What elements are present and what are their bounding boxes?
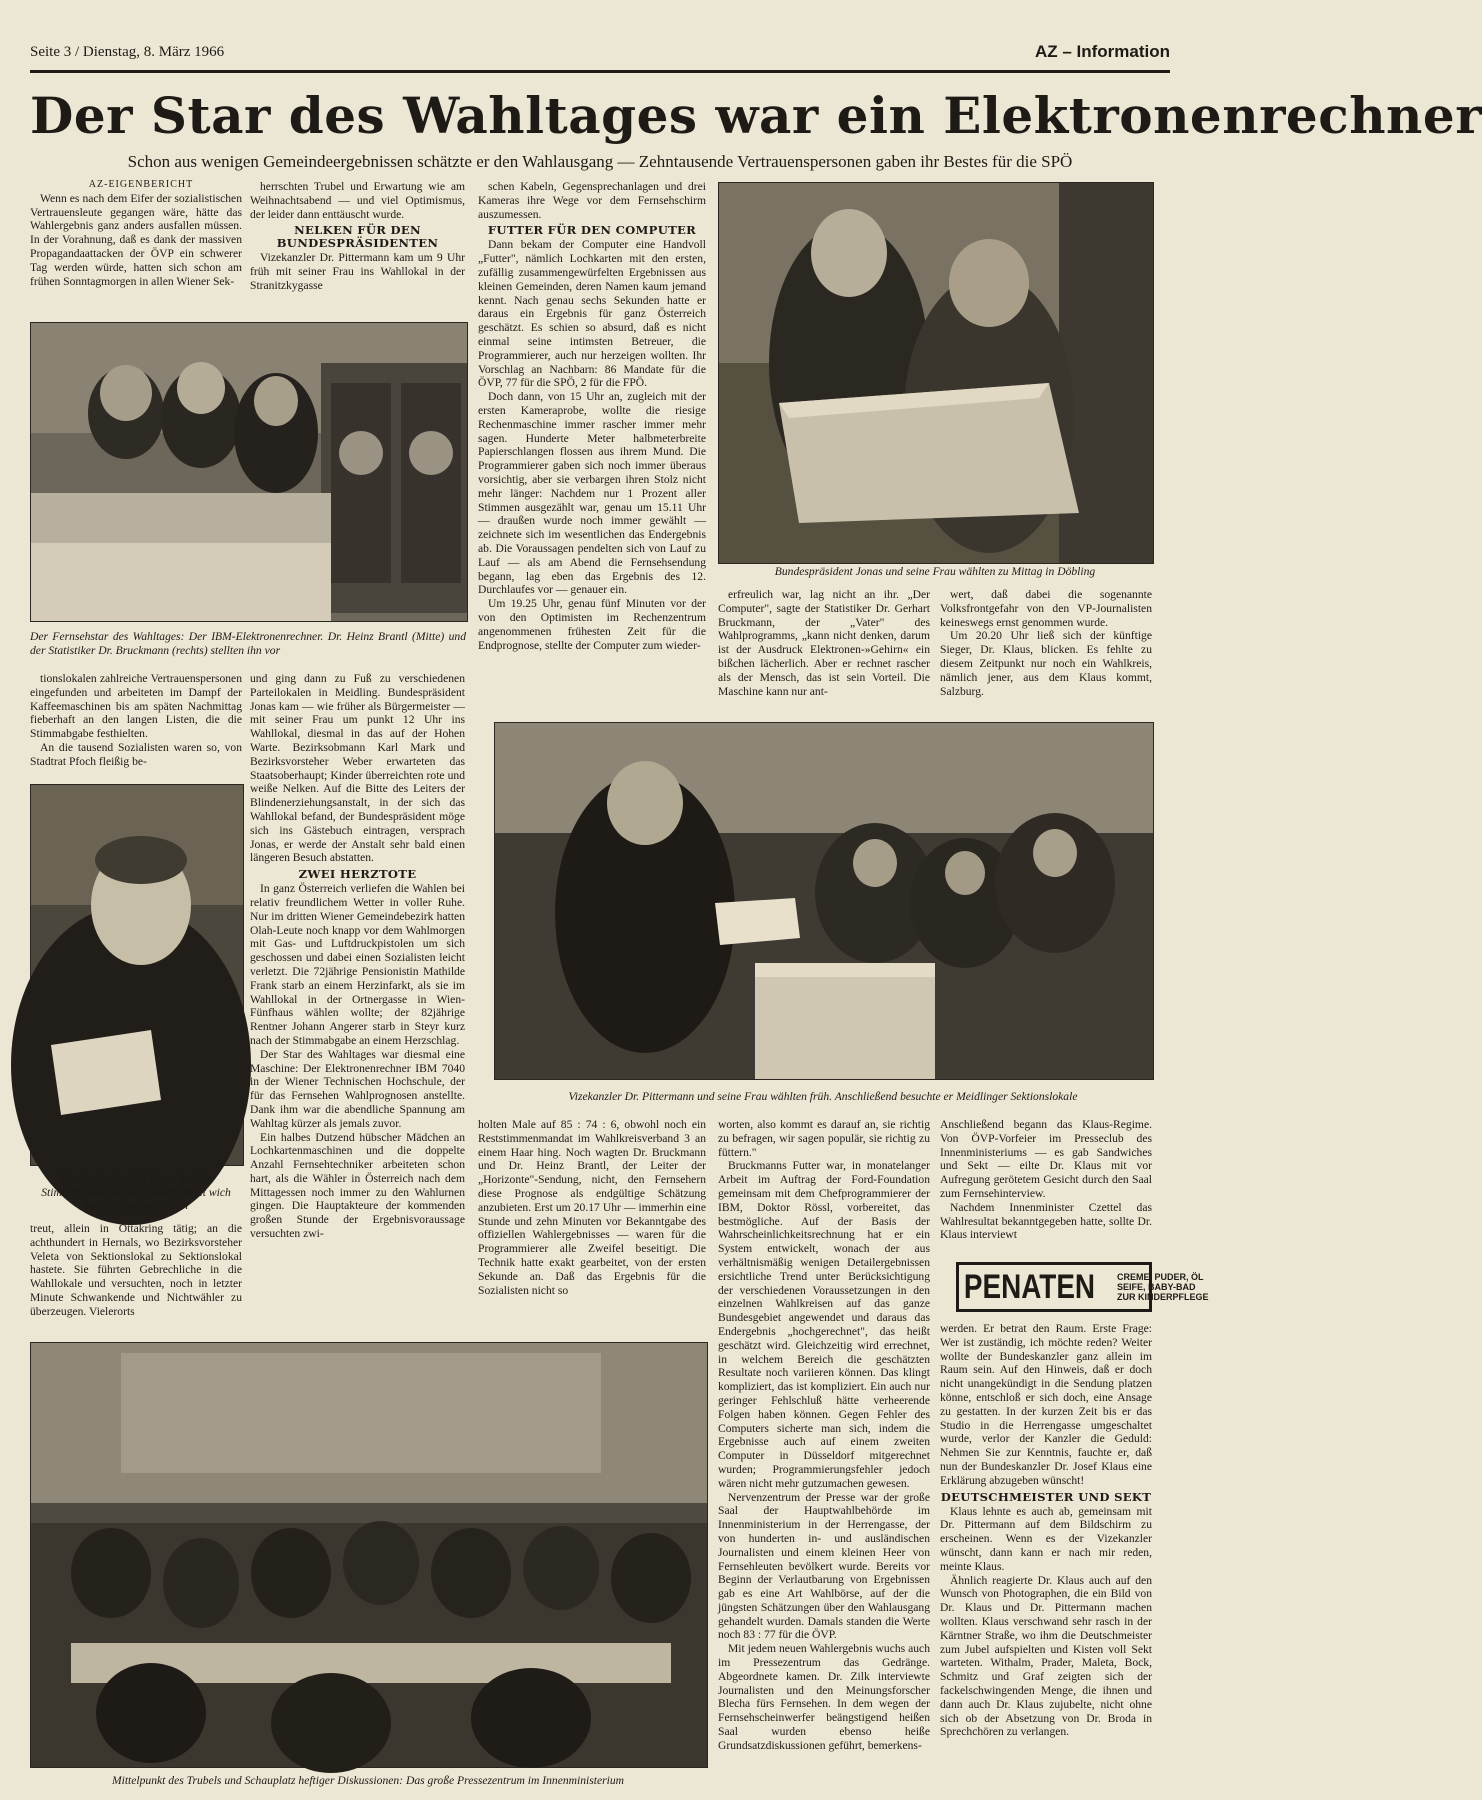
article-column-4-bottom — [718, 1118, 930, 1798]
paragraph: Um 19.25 Uhr, genau fünf Minuten vor der von den Optimisten im Rechenzentrum angenommenen frühesten Zeit für die Endprognose, stellte der Computer zum wieder- — [478, 597, 706, 652]
paragraph: Wenn es nach dem Eifer der sozialistischen Vertrauensleute gegangen wäre, hätte das Wahlergebnis ganz anders ausfallen müssen. In der Vorahnung, daß es dank der massiven Propagandaattacken der ÖVP ein schwerer Tag werden würde, hatten sich schon am frühen Sonntagmorgen in allen Wiener Sek- — [30, 191, 242, 288]
article-column-1-bottom — [30, 1222, 242, 1332]
headline: Der Star des Wahltages war ein Elektronenrechner — [30, 86, 1482, 145]
paragraph: Mit jedem neuen Wahlergebnis wuchs auch im Pressezentrum das Gedränge. Abgeordnete kamen. Dr. Zilk interviewte Journalisten und den Meinungsforscher Blecha fürs Fernsehen. In dem wegen der Fernsehscheinwerfer beängstigend heißen Saal wurden ebenso heiße Grundsatzdiskussionen geführt, bemerkens- — [718, 1642, 930, 1752]
subheading-herztote: ZWEI HERZTOTE — [298, 867, 417, 882]
article-column-5-top — [940, 588, 1152, 706]
article-column-3-top — [478, 180, 706, 650]
photo-jonas-voting — [718, 182, 1154, 564]
caption-klaus: Bundeskanzler Dr. Klaus bei der Stimmabgabe. Seine Freundlichkeit wich bald Herrscherallüren — [41, 1172, 231, 1212]
paragraph: schen Kabeln, Gegensprechanlagen und drei Kameras ihre Wege vor dem Fernsehschirm auszumessen. — [478, 180, 706, 221]
photo-ibm-computer — [30, 322, 468, 622]
paragraph: Bruckmanns Futter war, in monatelanger Arbeit im Auftrag der Ford-Foundation gemeinsam mit dem Chefprogrammierer der IBM, Doktor Rössl, vorbereitet, das bestmögliche. Auf der Basis der Wahrscheinlichkeitsrechnung hat er ein System entwickelt, wonach der aus verhältnismäßig wenigen Detailergebnissen ersichtliche Trend unter Berücksichtigung der verschiedenen Voraussetzungen in den einzelnen Wahlkreisen auf das ganze Bundesgebiet angewendet und daraus das Endergebnis „hochgerechnet", das heißt geschätzt wird. Gleichzeitig wird errechnet, in welchem Bereich die geschätzten Resultate noch variieren können. Das klingt kompliziert, das ist kompliziert. Ein auch nur geringer Fehlschluß hätte verheerende Folgen haben können. Gegen Fehler des Computers sicherte man sich, indem die Ergebnisse auch auf einem zweiten Computer in Düsseldorf mitgerechnet wurden; Programmierungsfehler jedoch wären nicht mehr gutzumachen gewesen. — [718, 1159, 930, 1490]
paragraph: herrschten Trubel und Erwartung wie am Weihnachtsabend — und viel Optimismus, der leider dann enttäuscht wurde. — [250, 180, 465, 221]
article-column-4-top — [718, 588, 930, 706]
caption-jonas: Bundespräsident Jonas und seine Frau wählten zu Mittag in Döbling — [774, 565, 1096, 578]
paragraph: wert, daß dabei die sogenannte Volksfrontgefahr von den VP-Journalisten keineswegs ernst genommen wurde. — [940, 588, 1152, 629]
subheading-futter: FUTTER FÜR DEN COMPUTER — [487, 223, 697, 238]
caption-computer: Der Fernsehstar des Wahltages: Der IBM-Elektronenrechner. Dr. Heinz Brantl (Mitte) und der Statistiker Dr. Bruckmann (rechts) stellten ihn vor — [30, 630, 466, 657]
article-column-1-mid — [30, 672, 242, 778]
paragraph: und ging dann zu Fuß zu verschiedenen Parteilokalen in Meidling. Bundespräsident Jonas kam — wie früher als Bürgermeister — mit seiner Frau um punkt 12 Uhr ins Wahllokal, diesmal in das auf der Hohen Warte. Bezirksobmann Karl Mark und Bezirksvorsteher Weber erwarteten das Staatsoberhaupt; Kinder überreichten rote und weiße Nelken. Auf die Bitte des Leiters der Blindenerziehungsanstalt, in der sich das Wahllokal befand, der Bundespräsident möge sich ins Gästebuch eintragen, versprach Jonas, er werde der Anstalt sehr bald einen längeren Besuch abstatten. — [250, 672, 465, 865]
paragraph: Um 20.20 Uhr ließ sich der künftige Sieger, Dr. Klaus, blicken. Es fehlte zu diesem Zeitpunkt nur noch ein Wahlkreis, nämlich jener, aus dem Klaus kommt, Salzburg. — [940, 629, 1152, 698]
caption-pittermann: Vizekanzler Dr. Pittermann und seine Frau wählten früh. Anschließend besuchte er Meidlinger Sektionslokale — [568, 1090, 1078, 1103]
photo-press-center — [30, 1342, 708, 1768]
ad-brand: PENATEN — [963, 1268, 1096, 1306]
paragraph: holten Male auf 85 : 74 : 6, obwohl noch ein Reststimmenmandat im Wahlkreisverband 3 an einem Haar hing. Noch wagten Dr. Bruckmann und Dr. Heinz Brantl, der Leiter der „Horizonte"-Sendung, nicht, den Fernsehern diese Prognose als endgültige Schätzung anzubieten. Erst um 20.17 Uhr — immerhin eine Stunde und zehn Minuten vor Bekanntgabe des offiziellen Wahlergebnisses — waren für die Programmierer alle Zweifel beseitigt. Die Technik hatte exakt gearbeitet, von der ersten Sekunde an. Daß das Ergebnis für die Sozialisten nicht so — [478, 1118, 706, 1297]
article-column-5-mid — [940, 1118, 1152, 1270]
masthead-rule — [30, 70, 1170, 73]
penaten-ad — [956, 1262, 1209, 1312]
article-column-2-main — [250, 672, 465, 1332]
article-column-5-bottom — [940, 1322, 1152, 1798]
paragraph: Anschließend begann das Klaus-Regime. Von ÖVP-Vorfeier im Presseclub des Innenministeriums — es gab Sandwiches und Sekt — eilte Dr. Klaus mit vor Aufregung gerötetem Gesicht durch den Saal zum Fernsehinterview. — [940, 1118, 1152, 1200]
paragraph: werden. Er betrat den Raum. Erste Frage: Wer ist zuständig, ich möchte reden? Weiter wollte der Bundeskanzler ganz allein im Raum sein. Auf den Hinweis, daß er doch nicht unangekündigt in die Sendung platzen könne, entschloß er sich doch, eine Ansage zu gestatten. In der kurzen Zeit bis er das Studio in die Herrengasse umgeschaltet wurde, verlor der Kanzler die Geduld: Nehmen Sie zur Kenntnis, fauchte er, daß nun der Bundeskanzler Dr. Josef Klaus eine Erklärung abzugeben wünscht! — [940, 1322, 1152, 1487]
paragraph: Vizekanzler Dr. Pittermann kam um 9 Uhr früh mit seiner Frau ins Wahllokal in der Stranitzkygasse — [250, 251, 465, 292]
caption-press-center: Mittelpunkt des Trubels und Schauplatz heftiger Diskussionen: Das große Pressezentrum im Innenministerium — [111, 1774, 625, 1787]
article-column-2-top — [250, 180, 465, 300]
masthead — [30, 42, 1170, 66]
page-date: Seite 3 / Dienstag, 8. März 1966 — [30, 44, 225, 60]
paragraph: In ganz Österreich verliefen die Wahlen bei relativ freundlichem Wetter in voller Ruhe. Nur im dritten Wiener Gemeindebezirk hatten Olah-Leute noch knapp vor dem Wahlmorgen mit Gas- und Luftdruckpistolen um sich geschossen und dabei einen Sozialisten leicht verletzt. Die 72jährige Pensionistin Mathilde Frank starb an einem Herzinfarkt, als sie im Wahllokal in der Ortnergasse in Wien-Fünfhaus wählen wollte; der 82jährige Rentner Johann Angerer starb in Steyr kurz nach der Stimmabgabe an einem Herzschlag. — [250, 882, 465, 1047]
subhead: Schon aus wenigen Gemeindeergebnissen schätzte er den Wahlausgang — Zehntausende Vertrauenspersonen gaben ihr Bestes für die SPÖ — [127, 152, 1073, 171]
article-column-3-bottom — [478, 1118, 706, 1336]
paragraph: Ähnlich reagierte Dr. Klaus auch auf den Wunsch von Photographen, die ein Bild von Dr. Klaus und Dr. Pittermann machen wollten. Klaus verschwand sehr rasch in der Kärntner Straße, wo ihm die Deutschmeister zum Jubel aufspielten und Kisten voll Sekt warteten. Withalm, Prader, Maleta, Bock, Schmitz und Graf zeigten sich der fackelschwingenden Menge, die ihnen und dann auch Dr. Klaus zujubelte, nicht ohne sich ob der Absetzung von Dr. Broda in Sprechchören zu verlangen. — [940, 1573, 1152, 1739]
subheading-sekt: DEUTSCHMEISTER UND SEKT — [940, 1489, 1152, 1504]
paragraph: erfreulich war, lag nicht an ihr. „Der Computer", sagte der Statistiker Dr. Gerhart Bruckmann, der „Vater" des Wahlprogramms, „kann nicht denken, darum ist der Ausdruck Elektronen-»Gehirn« ein bißchen lächerlich. Aber er rechnet rascher als der Mensch, das ist sein Vorteil. Die Maschine kann nur ant- — [718, 588, 930, 698]
paragraph: Der Star des Wahltages war diesmal eine Maschine: Der Elektronenrechner IBM 7040 in der Wiener Technischen Hochschule, der für das Fernsehen Wahlprognosen anstellte. Dank ihm war die abendliche Spannung am Wahltag kürzer als jemals zuvor. — [250, 1047, 465, 1130]
paragraph: Dann bekam der Computer eine Handvoll „Futter", nämlich Lochkarten mit den ersten, zufällig zusammengewürfelten Ergebnissen aus kleinen Gemeinden, deren Namen kaum jemand kennt. Nach genau sechs Sekunden hatte er daraus ein Ergebnis für ganz Österreich geschätzt. Es schien so absurd, daß es nicht einmal seine intimsten Betreuer, die Programmierer, auch nur herzeigen wollten. Ihr Vorschlag an Nachbarn: 86 Mandate für die ÖVP, 77 für die SPÖ, 2 für die FPÖ. — [478, 238, 706, 390]
paragraph: Doch dann, von 15 Uhr an, zugleich mit der ersten Kameraprobe, wollte die riesige Rechenmaschine immer rascher immer mehr sagen. Hunderte Meter halbmeterbreite Papierschlangen flossen aus ihrem Mund. Die Programmierer gaben sich noch immer überaus vorsichtig, aber sie verbargen ihren Stolz nicht mehr länger: Nachdem nur 1 Prozent aller Stimmen ausgezählt war, genau um 15.11 Uhr — draußen wurde noch immer gewählt — zeichnete sich im wesentlichen das Endergebnis ab. Die Voraussagen pendelten sich von Lauf zu Lauf — als am Abend die Fernsehsendung begann, lag eben das Ergebnis des 12. Durchlaufes vor — genauer ein. — [478, 390, 706, 597]
ad-tagline: CREME, PUDER, ÖL SEIFE, BABY-BAD ZUR KINDERPFLEGE — [1116, 1272, 1209, 1302]
paragraph: treut, allein in Ottakring tätig; an die achthundert in Hernals, wo Bezirksvorsteher Veleta von Sektionslokal zu Sektionslokal hastete. Sie führten Gebrechliche in die Wahllokale und versuchten, noch in letzter Minute Schwankende und Nichtwähler zu überzeugen. Vielerorts — [30, 1222, 242, 1318]
subheading-nelken: NELKEN FÜR DEN BUNDESPRÄSIDENTEN — [276, 223, 439, 251]
paragraph: worten, also kommt es darauf an, sie richtig zu befragen, wir sagen populär, sie richtig zu füttern." — [718, 1118, 930, 1159]
paragraph: tionslokalen zahlreiche Vertrauenspersonen eingefunden und arbeiteten im Dampf der Kaffeemaschinen bis am späten Nachmittag fieberhaft an den langen Listen, die die Stimmabgabe festhielten. — [30, 672, 242, 741]
paragraph: Ein halbes Dutzend hübscher Mädchen an Lochkartenmaschinen und die doppelte Anzahl Fernsehtechniker arbeiteten schon hart, als die Wähler in Österreich nach dem Mittagessen noch immer zu den Wahlurnen gingen. Die Hauptakteure der kommenden großen Stunde der Ergebnisvoraussage versuchten zwi- — [250, 1130, 465, 1241]
paragraph: An die tausend Sozialisten waren so, von Stadtrat Pfoch fleißig be- — [30, 740, 242, 768]
paragraph: Klaus lehnte es auch ab, gemeinsam mit Dr. Pittermann auf dem Bildschirm zu erscheinen. Wenn es der Vizekanzler wünscht, dann kann er nach mir reden, meinte Klaus. — [940, 1504, 1152, 1573]
article-column-1-top — [30, 178, 242, 298]
photo-pittermann-voting — [494, 722, 1154, 1080]
paragraph: Nachdem Innenminister Czettel das Wahlresultat bekanntgegeben hatte, sollte Dr. Klaus interviewt — [940, 1200, 1152, 1242]
paragraph: Nervenzentrum der Presse war der große Saal der Hauptwahlbehörde im Innenministerium in der Herrengasse, der von hunderten in- und ausländischen Journalisten und einem kleinen Heer von Fernsehleuten bevölkert wurde. Bereits vor Beginn der Verlautbarung von Ergebnissen gab es eine Art Wahlbörse, auf der die jüngsten Schätzungen über den Wahlausgang gehandelt wurden. Damals standen die Werte noch 83 : 77 für die ÖVP. — [718, 1490, 930, 1642]
photo-klaus-voting — [30, 784, 244, 1166]
section-name: AZ – Information — [1034, 42, 1170, 61]
byline: AZ-EIGENBERICHT — [88, 179, 194, 190]
